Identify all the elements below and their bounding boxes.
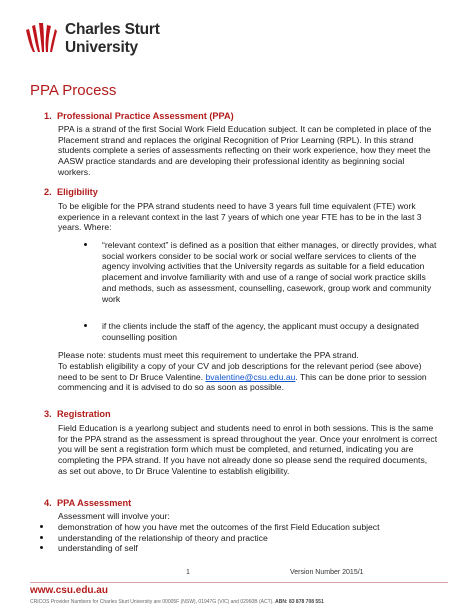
- list-item: [40, 522, 440, 533]
- page-title: PPA Process: [30, 82, 117, 99]
- list-item: [84, 321, 438, 342]
- footer-cricos-text: [30, 599, 450, 605]
- section-title: Registration: [57, 409, 111, 419]
- bullet-icon: [40, 546, 43, 549]
- assessment-bullet-list: [40, 522, 440, 554]
- footer-url-link[interactable]: www.csu.edu.au: [30, 585, 108, 596]
- registration-paragraph: Field Education is a yearlong subject and students need to enrol in both sessions. This is the same for the PPA strand as the assessment is spread throughout the year. Once your enrolment is correct you will be sent a registration form which must be completed, and returned, indicating you are completing the PPA strand. If you have not already done so please send the required documents, as set out above, to Dr Bruce Valentine to establish eligibility.: [58, 423, 438, 476]
- section-number: 3.: [44, 409, 52, 419]
- section-heading-assessment: [44, 498, 131, 508]
- list-item-text: demonstration of how you have met the outcomes of the first Field Education subject: [58, 522, 380, 532]
- list-item-text: understanding of the relationship of theory and practice: [58, 532, 268, 543]
- section-title: Eligibility: [57, 187, 98, 197]
- section-heading-ppa: [44, 111, 234, 121]
- list-item: [84, 240, 438, 304]
- eligibility-bullet-list: [84, 240, 438, 304]
- csu-flame-icon: [23, 20, 59, 56]
- list-item: [40, 533, 440, 544]
- eligibility-bullet-list-2: [84, 321, 438, 342]
- bullet-icon: [40, 536, 43, 539]
- bullet-icon: [40, 525, 43, 528]
- email-link[interactable]: bvalentine@csu.edu.au: [205, 371, 296, 382]
- logo-text-line1: Charles Sturt: [65, 21, 160, 38]
- section-heading-eligibility: [44, 187, 98, 197]
- footer-divider: [30, 582, 448, 583]
- bullet-icon: [84, 243, 87, 246]
- section-title: Professional Practice Assessment (PPA): [57, 111, 234, 121]
- eligibility-cv-instructions: [58, 361, 438, 393]
- logo-text-line2: University: [65, 39, 138, 56]
- section-heading-registration: [44, 409, 111, 419]
- cv-instructions-text-end: . This can be done prior to session commencing and it is advised to do so as soon as possible.: [58, 371, 427, 393]
- abn-text: ABN: 83 878 708 551: [275, 599, 324, 605]
- version-number: Version Number 2015/1: [290, 569, 364, 576]
- page-number: 1: [186, 569, 190, 576]
- cricos-text: CRICOS Provider Numbers for Charles Sturt University are 00005F (NSW), 01947G (VIC) and 02960B (ACT).: [30, 599, 274, 605]
- section-ppa-paragraph: PPA is a strand of the first Social Work Field Education subject. It can be completed in place of the Placement strand and replaces the original Recognition of Prior Learning (RPL). In this strand students complete a series of assessments reflecting on their work experience, how they meet the AASW practice standards and are developing their professional identity as beginning social workers.: [58, 124, 432, 177]
- university-logo: [23, 20, 263, 60]
- assessment-intro: Assessment will involve your:: [58, 511, 170, 521]
- list-item-text: if the clients include the staff of the agency, the applicant must occupy a designated counselling position: [102, 321, 419, 342]
- list-item-text: “relevant context” is defined as a position that either manages, or directly provides, what social workers consider to be social work or social welfare services to clients of the agency involving activities that the University regards as suitable for a field education placement and involve familiarity with and use of a range of social work practice skills and methods, such as assessment, counselling, casework, group work and community work: [102, 240, 437, 304]
- eligibility-paragraph: To be eligible for the PPA strand students need to have 3 years full time equivalent (FTE) work experience in a relevant context in the last 7 years of which one year FTE has to be in the last 3 years. Where:: [58, 201, 422, 233]
- section-title: PPA Assessment: [57, 498, 132, 508]
- list-item: [40, 543, 440, 554]
- eligibility-note-line: Please note: students must meet this requirement to undertake the PPA strand.: [58, 350, 359, 360]
- list-item-text: understanding of self: [58, 543, 138, 554]
- cv-instructions-text: To establish eligibility a copy of your CV and job descriptions for the relevant period (see above) need to be sent to Dr Bruce Valentine.: [58, 361, 422, 382]
- section-number: 4.: [44, 498, 52, 508]
- bullet-icon: [84, 324, 87, 327]
- section-number: 2.: [44, 187, 52, 197]
- section-number: 1.: [44, 111, 52, 121]
